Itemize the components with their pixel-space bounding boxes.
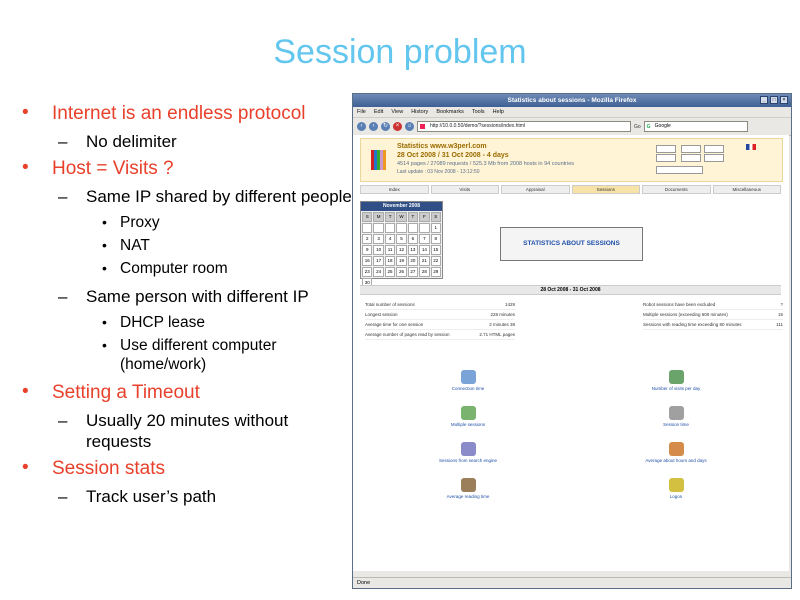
link-visits-per-day[interactable]: Number of visits per day — [626, 370, 726, 391]
link-connection-time[interactable]: Connection time — [418, 370, 518, 391]
status-bar: Done — [353, 577, 791, 588]
tab-miscellaneous[interactable]: Miscellaneous — [713, 185, 782, 194]
calendar-day — [373, 223, 383, 233]
tab-sessions[interactable]: Sessions — [572, 185, 641, 194]
go-button[interactable]: Go — [634, 123, 641, 130]
reader-icon — [461, 478, 476, 492]
stat-row — [643, 310, 783, 320]
tab-visits[interactable]: Visits — [431, 185, 500, 194]
calendar-day — [362, 223, 372, 233]
link-multiple-sessions[interactable]: Multiple sessions — [418, 406, 518, 427]
menu-history[interactable]: History — [411, 109, 429, 115]
day-select-end[interactable] — [656, 154, 676, 162]
bullet-l2: – Same person with different IP — [58, 287, 309, 306]
calendar-day[interactable]: 7 — [419, 234, 429, 244]
calendar-day[interactable]: 11 — [385, 245, 395, 255]
stat-row — [365, 310, 515, 320]
calendar-day-header: F — [419, 212, 429, 222]
maximize-icon[interactable]: □ — [770, 96, 778, 104]
close-icon[interactable]: × — [780, 96, 788, 104]
menu-bar — [353, 107, 791, 118]
back-icon[interactable]: ‹ — [357, 122, 366, 131]
stat-value: 15 — [777, 312, 783, 317]
calendar-day[interactable]: 25 — [385, 267, 395, 277]
calendar-day[interactable]: 18 — [385, 256, 395, 266]
year-select-end[interactable] — [704, 154, 724, 162]
stat-value: ? — [780, 302, 783, 307]
browser-window — [352, 93, 792, 589]
navigation-toolbar — [353, 118, 791, 136]
calendar-day-header: S — [362, 212, 372, 222]
summary: 4514 pages / 27089 requests / 525.3 Mb from 2008 hosts in 94 countries — [397, 161, 575, 167]
calendar-day — [385, 223, 395, 233]
calendar-day-header: T — [408, 212, 418, 222]
calendar-day[interactable]: 20 — [408, 256, 418, 266]
google-icon: G — [646, 124, 651, 130]
people-icon — [669, 370, 684, 384]
stat-label: Robot sessions have been excluded — [643, 302, 716, 307]
period-label: 28 Oct 2008 - 31 Oct 2008 — [360, 285, 781, 295]
page-content — [353, 135, 789, 571]
stop-icon[interactable]: × — [393, 122, 402, 131]
calendar-day[interactable]: 3 — [373, 234, 383, 244]
bullet-l3: • DHCP lease — [102, 314, 206, 331]
calendar-day — [419, 223, 429, 233]
calendar-day[interactable]: 1 — [431, 223, 441, 233]
stat-label: Multiple sessions (exceeding 600 minutes) — [643, 312, 728, 317]
calendar-day — [408, 223, 418, 233]
menu-tools[interactable]: Tools — [471, 109, 485, 115]
bullet-l3: • Use different computer (home/work) — [102, 337, 277, 373]
calendar — [360, 201, 443, 285]
calendar-month: November 2008 — [361, 202, 442, 211]
calendar-day[interactable]: 2 — [362, 234, 372, 244]
url-bar[interactable]: http://10.0.0.50/demo/?sessions/index.html — [417, 121, 631, 132]
calendar-day[interactable]: 19 — [396, 256, 406, 266]
calendar-grid — [361, 211, 442, 289]
calendar-day[interactable]: 17 — [373, 256, 383, 266]
calendar-day-header: T — [385, 212, 395, 222]
month-select-end[interactable] — [681, 154, 701, 162]
bullet-l1: • Internet is an endless protocol — [22, 102, 306, 124]
stat-label: Average number of pages read by session — [365, 332, 450, 337]
stat-label: Longest session — [365, 312, 398, 317]
calendar-day[interactable]: 10 — [373, 245, 383, 255]
last-update: Last update : 03 Nov 2008 - 13:12:50 — [397, 169, 480, 175]
calendar-day[interactable]: 24 — [373, 267, 383, 277]
calendar-day[interactable]: 30 — [362, 278, 372, 288]
stat-row — [365, 300, 515, 310]
bullet-l1: • Setting a Timeout — [22, 381, 200, 403]
stat-value: 111 — [776, 322, 783, 327]
calendar-day[interactable]: 4 — [385, 234, 395, 244]
search-input[interactable]: G Google — [644, 121, 748, 132]
bullet-l1: • Session stats — [22, 457, 165, 479]
stat-value: 2 minutes 38 — [489, 322, 515, 327]
calendar-day[interactable]: 13 — [408, 245, 418, 255]
month-select[interactable] — [681, 145, 701, 153]
key-icon — [669, 478, 684, 492]
calendar-day[interactable]: 6 — [408, 234, 418, 244]
calendar-day[interactable]: 9 — [362, 245, 372, 255]
stats-logo-icon — [371, 150, 386, 170]
page-heading: STATISTICS ABOUT SESSIONS — [500, 227, 643, 261]
calendar-day[interactable]: 21 — [419, 256, 429, 266]
home-icon[interactable]: ⌂ — [405, 122, 414, 131]
date-range: 28 Oct 2008 / 31 Oct 2008 - 4 days — [397, 152, 509, 159]
menu-file[interactable]: File — [357, 109, 366, 115]
menu-help[interactable]: Help — [492, 109, 504, 115]
calendar-day[interactable]: 14 — [419, 245, 429, 255]
tab-index[interactable]: Index — [360, 185, 429, 194]
link-average-reading-time[interactable]: Average reading time — [418, 478, 518, 499]
minimize-icon[interactable]: _ — [760, 96, 768, 104]
bullet-l3: • Computer room — [102, 260, 228, 277]
window-titlebar[interactable]: Statistics about sessions - Mozilla Firefox _ □ × — [353, 94, 791, 107]
timer-icon — [669, 406, 684, 420]
menu-bookmarks[interactable]: Bookmarks — [436, 109, 464, 115]
forward-icon[interactable]: › — [369, 122, 378, 131]
year-select[interactable] — [704, 145, 724, 153]
link-logon[interactable]: Logon — [626, 478, 726, 499]
calendar-day[interactable]: 12 — [396, 245, 406, 255]
calendar-day[interactable]: 27 — [408, 267, 418, 277]
right-stats — [643, 300, 783, 330]
calendar-day[interactable]: 8 — [431, 234, 441, 244]
calendar-day[interactable]: 15 — [431, 245, 441, 255]
stats-header — [360, 138, 783, 182]
tab-appraisal[interactable]: Appraisal — [501, 185, 570, 194]
calendar-day-header: S — [431, 212, 441, 222]
calendar-day[interactable]: 28 — [419, 267, 429, 277]
french-flag-icon[interactable] — [746, 144, 756, 150]
stat-value: 228 minutes — [490, 312, 515, 317]
link-search-engine-sessions[interactable]: Sessions from search engine — [418, 442, 518, 463]
tab-documents[interactable]: Documents — [642, 185, 711, 194]
left-stats — [365, 300, 515, 340]
calendar-day-header: W — [396, 212, 406, 222]
link-hours-days[interactable]: Average about hours and days — [626, 442, 726, 463]
bullet-l2: – Same IP shared by different people — [58, 187, 352, 206]
bullet-l3: • Proxy — [102, 214, 160, 231]
calendar-day — [396, 223, 406, 233]
favicon-icon — [420, 124, 425, 129]
stat-row — [643, 300, 783, 310]
stat-row — [365, 330, 515, 340]
hourglass-icon — [669, 442, 684, 456]
stat-value: 2.71 HTML pages — [479, 332, 515, 337]
server-select[interactable] — [656, 166, 703, 174]
clock-icon — [461, 370, 476, 384]
site-name[interactable]: Statistics www.w3perl.com — [397, 143, 487, 150]
bullet-l3: • NAT — [102, 237, 150, 254]
stat-label: Total number of sessions — [365, 302, 415, 307]
calendar-day[interactable]: 5 — [396, 234, 406, 244]
bullet-list — [22, 103, 352, 513]
slide-title: Session problem — [273, 33, 527, 71]
bullet-l2: – No delimiter — [58, 132, 177, 151]
stat-value: 1429 — [504, 302, 515, 307]
section-tabs — [360, 185, 781, 194]
bullet-l2: – Usually 20 minutes without requests — [58, 411, 289, 451]
day-select[interactable] — [656, 145, 676, 153]
menu-edit[interactable]: Edit — [373, 109, 384, 115]
calendar-day-header: M — [373, 212, 383, 222]
calendar-day[interactable]: 23 — [362, 267, 372, 277]
calendar-day[interactable]: 22 — [431, 256, 441, 266]
link-session-time[interactable]: Session time — [626, 406, 726, 427]
calendar-day[interactable]: 16 — [362, 256, 372, 266]
stat-row — [365, 320, 515, 330]
people-icon — [461, 406, 476, 420]
search-engine-icon — [461, 442, 476, 456]
calendar-day[interactable]: 26 — [396, 267, 406, 277]
stat-label: Average time for one session — [365, 322, 424, 327]
bullet-l2: – Track user’s path — [58, 487, 217, 506]
stat-row — [643, 320, 783, 330]
stat-label: Sessions with reading time exceeding 80 minutes — [643, 322, 742, 327]
calendar-day[interactable]: 29 — [431, 267, 441, 277]
menu-view[interactable]: View — [391, 109, 404, 115]
reload-icon[interactable]: ↻ — [382, 123, 389, 129]
bullet-l1: • Host = Visits ? — [22, 157, 174, 179]
